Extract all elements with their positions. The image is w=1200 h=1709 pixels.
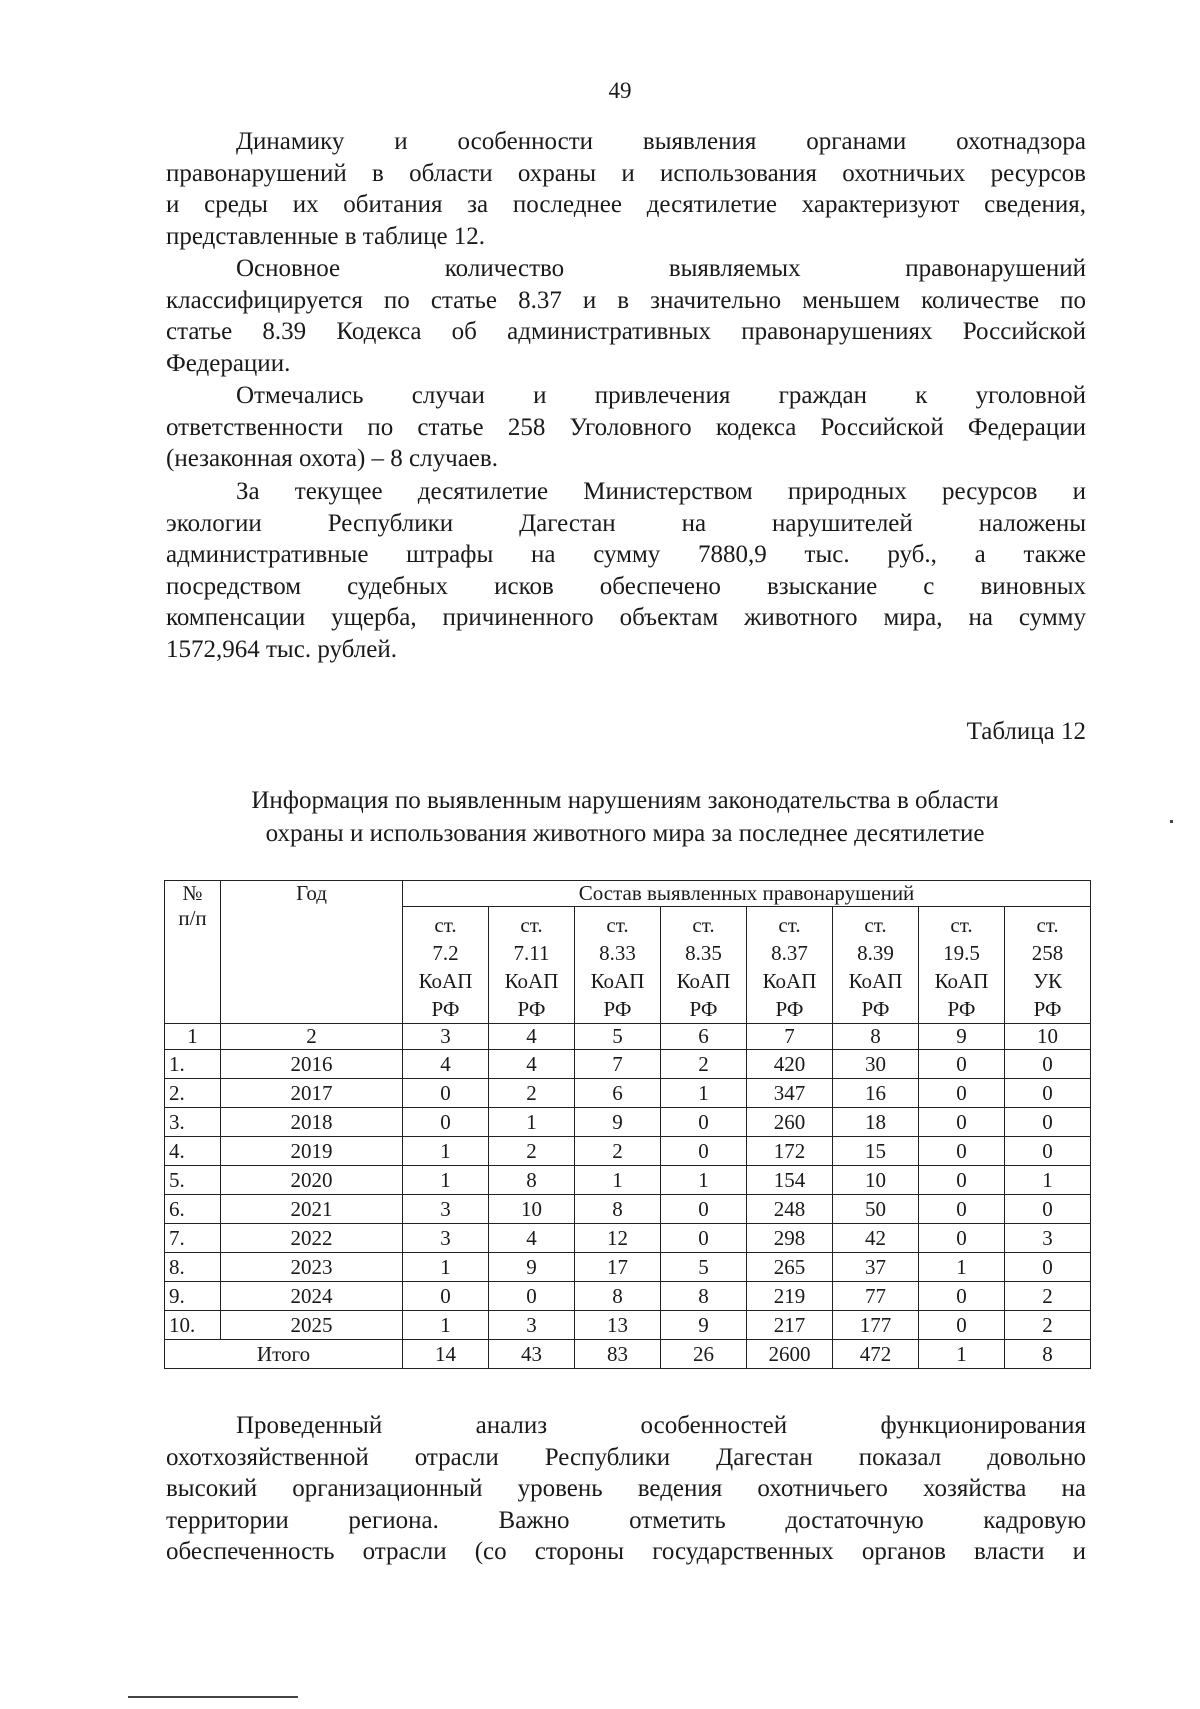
value-cell: 0 <box>403 1079 489 1108</box>
value-cell: 219 <box>747 1282 833 1311</box>
column-index-cell: 2 <box>221 1024 403 1050</box>
year-cell: 2021 <box>221 1195 403 1224</box>
total-row <box>165 1340 1091 1369</box>
paragraph-analysis <box>166 1410 1086 1568</box>
value-cell: 0 <box>403 1282 489 1311</box>
column-header-line: ст. <box>606 913 629 937</box>
table-row <box>165 1166 1091 1195</box>
column-header-line: 258 <box>1031 941 1064 965</box>
column-header-article <box>489 907 575 1024</box>
column-header-line: РФ <box>947 997 976 1021</box>
column-header-line: КоАП <box>762 969 817 993</box>
value-cell: 15 <box>833 1137 919 1166</box>
paragraph-dynamics <box>166 126 1086 252</box>
value-cell: 8 <box>661 1282 747 1311</box>
value-cell: 172 <box>747 1137 833 1166</box>
value-cell: 154 <box>747 1166 833 1195</box>
value-cell: 4 <box>403 1050 489 1079</box>
value-cell: 1 <box>403 1253 489 1282</box>
text-line: охотхозяйственной отрасли Республики Дагестан показал довольно <box>166 1443 1086 1471</box>
column-index-cell: 9 <box>919 1024 1005 1050</box>
text-line: и среды их обитания за последнее десятилетие характеризуют сведения, <box>166 191 1086 218</box>
table-row <box>165 1079 1091 1108</box>
value-cell: 2 <box>489 1079 575 1108</box>
column-header-article <box>403 907 489 1024</box>
scan-mark <box>1170 820 1173 823</box>
value-cell: 260 <box>747 1108 833 1137</box>
column-index-cell: 1 <box>165 1024 221 1050</box>
text-line: Федерации. <box>166 349 291 377</box>
table-row <box>165 1050 1091 1079</box>
value-cell: 0 <box>919 1195 1005 1224</box>
column-index-cell: 10 <box>1005 1024 1091 1050</box>
table-caption: Таблица 12 <box>966 718 1086 745</box>
column-header-line: РФ <box>689 997 718 1021</box>
table-title <box>160 784 1090 850</box>
value-cell: 0 <box>919 1166 1005 1195</box>
year-cell: 2020 <box>221 1166 403 1195</box>
text-line: 1572,964 тыс. рублей. <box>166 635 397 663</box>
table-row <box>165 1195 1091 1224</box>
value-cell: 2 <box>489 1137 575 1166</box>
value-cell: 1 <box>661 1079 747 1108</box>
value-cell: 8 <box>575 1195 661 1224</box>
value-cell: 1 <box>661 1166 747 1195</box>
row-number-cell: 8. <box>165 1253 221 1282</box>
column-header-line: УК <box>1033 969 1062 993</box>
value-cell: 9 <box>661 1311 747 1340</box>
value-cell: 5 <box>661 1253 747 1282</box>
column-index-cell: 8 <box>833 1024 919 1050</box>
value-cell: 0 <box>661 1137 747 1166</box>
value-cell: 9 <box>489 1253 575 1282</box>
column-header-line: КоАП <box>676 969 731 993</box>
value-cell: 4 <box>489 1050 575 1079</box>
text-line: Отмечались случаи и привлечения граждан к уголовной <box>236 382 1086 409</box>
paragraph-fines <box>166 476 1086 665</box>
row-number-cell: 3. <box>165 1108 221 1137</box>
column-header-line: ст. <box>778 913 801 937</box>
row-number-cell: 1. <box>165 1050 221 1079</box>
value-cell: 0 <box>1005 1050 1091 1079</box>
column-header-line: КоАП <box>590 969 645 993</box>
value-cell: 347 <box>747 1079 833 1108</box>
year-cell: 2017 <box>221 1079 403 1108</box>
column-index-cell: 4 <box>489 1024 575 1050</box>
table-title-line: охраны и использования животного мира за последнее десятилетие <box>265 820 985 847</box>
text-line: За текущее десятилетие Министерством природных ресурсов и <box>236 478 1086 505</box>
total-value-cell: 14 <box>403 1340 489 1369</box>
value-cell: 1 <box>403 1137 489 1166</box>
value-cell: 0 <box>1005 1108 1091 1137</box>
column-header-line: 19.5 <box>943 941 980 965</box>
column-header-line: 8.37 <box>771 941 808 965</box>
value-cell: 2 <box>1005 1282 1091 1311</box>
text-line: представленные в таблице 12. <box>166 222 486 250</box>
table-row <box>165 1224 1091 1253</box>
text-line: административные штрафы на сумму 7880,9 тыс. руб., а также <box>166 541 1086 568</box>
value-cell: 9 <box>575 1108 661 1137</box>
value-cell: 0 <box>1005 1253 1091 1282</box>
value-cell: 0 <box>1005 1079 1091 1108</box>
value-cell: 0 <box>919 1050 1005 1079</box>
value-cell: 248 <box>747 1195 833 1224</box>
value-cell: 1 <box>1005 1166 1091 1195</box>
value-cell: 217 <box>747 1311 833 1340</box>
text-line: Основное количество выявляемых правонарушений <box>236 255 1086 282</box>
value-cell: 10 <box>833 1166 919 1195</box>
value-cell: 3 <box>1005 1224 1091 1253</box>
value-cell: 0 <box>919 1137 1005 1166</box>
text-line: посредством судебных исков обеспечено взыскание с виновных <box>166 572 1086 600</box>
column-header-line: ст. <box>864 913 887 937</box>
year-cell: 2025 <box>221 1311 403 1340</box>
page-number: 49 <box>608 78 632 103</box>
column-header-line: ст. <box>1036 913 1059 937</box>
table-row <box>165 1253 1091 1282</box>
total-value-cell: 472 <box>833 1340 919 1369</box>
value-cell: 18 <box>833 1108 919 1137</box>
column-header-article <box>833 907 919 1024</box>
table-title-line: Информация по выявленным нарушениям законодательства в области <box>251 787 999 814</box>
column-header-line: 8.39 <box>857 941 894 965</box>
row-number-cell: 9. <box>165 1282 221 1311</box>
total-value-cell: 8 <box>1005 1340 1091 1369</box>
year-cell: 2016 <box>221 1050 403 1079</box>
column-header-article <box>661 907 747 1024</box>
value-cell: 3 <box>489 1311 575 1340</box>
row-number-cell: 10. <box>165 1311 221 1340</box>
text-line: высокий организационный уровень ведения охотничьего хозяйства на <box>166 1475 1086 1502</box>
value-cell: 0 <box>1005 1195 1091 1224</box>
total-value-cell: 43 <box>489 1340 575 1369</box>
value-cell: 8 <box>489 1166 575 1195</box>
column-index-cell: 6 <box>661 1024 747 1050</box>
year-cell: 2019 <box>221 1137 403 1166</box>
text-line: обеспеченность отрасли (со стороны государственных органов власти и <box>166 1538 1086 1565</box>
value-cell: 2 <box>575 1137 661 1166</box>
column-header-line: ст. <box>950 913 973 937</box>
value-cell: 10 <box>489 1195 575 1224</box>
value-cell: 50 <box>833 1195 919 1224</box>
value-cell: 0 <box>489 1282 575 1311</box>
header-group: Состав выявленных правонарушений <box>403 881 1091 907</box>
column-header-line: РФ <box>861 997 890 1021</box>
text-line: ответственности по статье 258 Уголовного кодекса Российской Федерации <box>166 413 1086 441</box>
column-header-line: КоАП <box>504 969 559 993</box>
value-cell: 16 <box>833 1079 919 1108</box>
value-cell: 7 <box>575 1050 661 1079</box>
column-header-line: ст. <box>520 913 543 937</box>
text-line: правонарушений в области охраны и использования охотничьих ресурсов <box>166 159 1086 187</box>
text-line: Динамику и особенности выявления органами охотнадзора <box>236 128 1086 155</box>
value-cell: 12 <box>575 1224 661 1253</box>
row-number-cell: 6. <box>165 1195 221 1224</box>
column-header-line: РФ <box>431 997 460 1021</box>
table-row <box>165 1311 1091 1340</box>
year-cell: 2018 <box>221 1108 403 1137</box>
total-value-cell: 83 <box>575 1340 661 1369</box>
value-cell: 0 <box>919 1282 1005 1311</box>
row-number-cell: 5. <box>165 1166 221 1195</box>
value-cell: 1 <box>403 1311 489 1340</box>
column-header-line: КоАП <box>934 969 989 993</box>
column-index-cell: 5 <box>575 1024 661 1050</box>
column-header-line: РФ <box>517 997 546 1021</box>
value-cell: 8 <box>575 1282 661 1311</box>
value-cell: 3 <box>403 1195 489 1224</box>
year-cell: 2022 <box>221 1224 403 1253</box>
text-line: экологии Республики Дагестан на нарушителей наложены <box>166 509 1086 537</box>
value-cell: 265 <box>747 1253 833 1282</box>
column-header-article <box>575 907 661 1024</box>
value-cell: 2 <box>1005 1311 1091 1340</box>
row-number-cell: 7. <box>165 1224 221 1253</box>
index-row <box>165 1024 1091 1050</box>
column-header-article <box>747 907 833 1024</box>
paragraph-criminal-cases <box>166 380 1086 475</box>
header-year: Год <box>221 881 403 1024</box>
text-line: компенсации ущерба, причиненного объектам животного мира, на сумму <box>166 604 1086 631</box>
column-header-line: 8.35 <box>685 941 722 965</box>
value-cell: 0 <box>919 1079 1005 1108</box>
text-line: (незаконная охота) – 8 случаев. <box>166 445 498 472</box>
text-line: статье 8.39 Кодекса об административных правонарушениях Российской <box>166 318 1086 345</box>
table-row <box>165 1108 1091 1137</box>
value-cell: 1 <box>403 1166 489 1195</box>
value-cell: 4 <box>489 1224 575 1253</box>
table-body <box>165 1050 1091 1369</box>
row-number-cell: 4. <box>165 1137 221 1166</box>
value-cell: 3 <box>403 1224 489 1253</box>
value-cell: 0 <box>661 1224 747 1253</box>
value-cell: 0 <box>403 1108 489 1137</box>
total-value-cell: 1 <box>919 1340 1005 1369</box>
table-row <box>165 1282 1091 1311</box>
value-cell: 0 <box>919 1108 1005 1137</box>
value-cell: 30 <box>833 1050 919 1079</box>
text-line: Проведенный анализ особенностей функционирования <box>236 1412 1086 1439</box>
value-cell: 17 <box>575 1253 661 1282</box>
column-header-line: 8.33 <box>599 941 636 965</box>
header-number-line: № <box>182 881 203 905</box>
column-header-line: РФ <box>775 997 804 1021</box>
column-header-line: 7.11 <box>513 941 550 965</box>
value-cell: 1 <box>919 1253 1005 1282</box>
header-number-line: п/п <box>178 906 207 930</box>
paragraph-main-violations <box>166 253 1086 379</box>
year-cell: 2024 <box>221 1282 403 1311</box>
column-index-cell: 7 <box>747 1024 833 1050</box>
value-cell: 77 <box>833 1282 919 1311</box>
table-row <box>165 1137 1091 1166</box>
column-header-line: КоАП <box>848 969 903 993</box>
header-number <box>165 881 221 1024</box>
value-cell: 0 <box>661 1195 747 1224</box>
value-cell: 420 <box>747 1050 833 1079</box>
text-line: территории региона. Важно отметить достаточную кадровую <box>166 1506 1086 1534</box>
column-header-line: КоАП <box>418 969 473 993</box>
column-header-line: РФ <box>1033 997 1062 1021</box>
value-cell: 0 <box>1005 1137 1091 1166</box>
year-cell: 2023 <box>221 1253 403 1282</box>
value-cell: 13 <box>575 1311 661 1340</box>
value-cell: 37 <box>833 1253 919 1282</box>
value-cell: 0 <box>919 1311 1005 1340</box>
value-cell: 177 <box>833 1311 919 1340</box>
total-value-cell: 26 <box>661 1340 747 1369</box>
total-value-cell: 2600 <box>747 1340 833 1369</box>
text-line: классифицируется по статье 8.37 и в значительно меньшем количестве по <box>166 286 1086 314</box>
column-header-article <box>919 907 1005 1024</box>
column-header-line: 7.2 <box>432 941 459 965</box>
violations-table <box>164 880 1091 1369</box>
value-cell: 6 <box>575 1079 661 1108</box>
column-header-line: ст. <box>434 913 457 937</box>
value-cell: 0 <box>661 1108 747 1137</box>
value-cell: 298 <box>747 1224 833 1253</box>
row-number-cell: 2. <box>165 1079 221 1108</box>
scan-mark <box>128 1696 298 1698</box>
column-header-line: РФ <box>603 997 632 1021</box>
column-header-line: ст. <box>692 913 715 937</box>
total-label-cell: Итого <box>165 1340 403 1369</box>
value-cell: 1 <box>489 1108 575 1137</box>
value-cell: 42 <box>833 1224 919 1253</box>
value-cell: 2 <box>661 1050 747 1079</box>
value-cell: 1 <box>575 1166 661 1195</box>
column-index-cell: 3 <box>403 1024 489 1050</box>
value-cell: 0 <box>919 1224 1005 1253</box>
column-header-article <box>1005 907 1091 1024</box>
